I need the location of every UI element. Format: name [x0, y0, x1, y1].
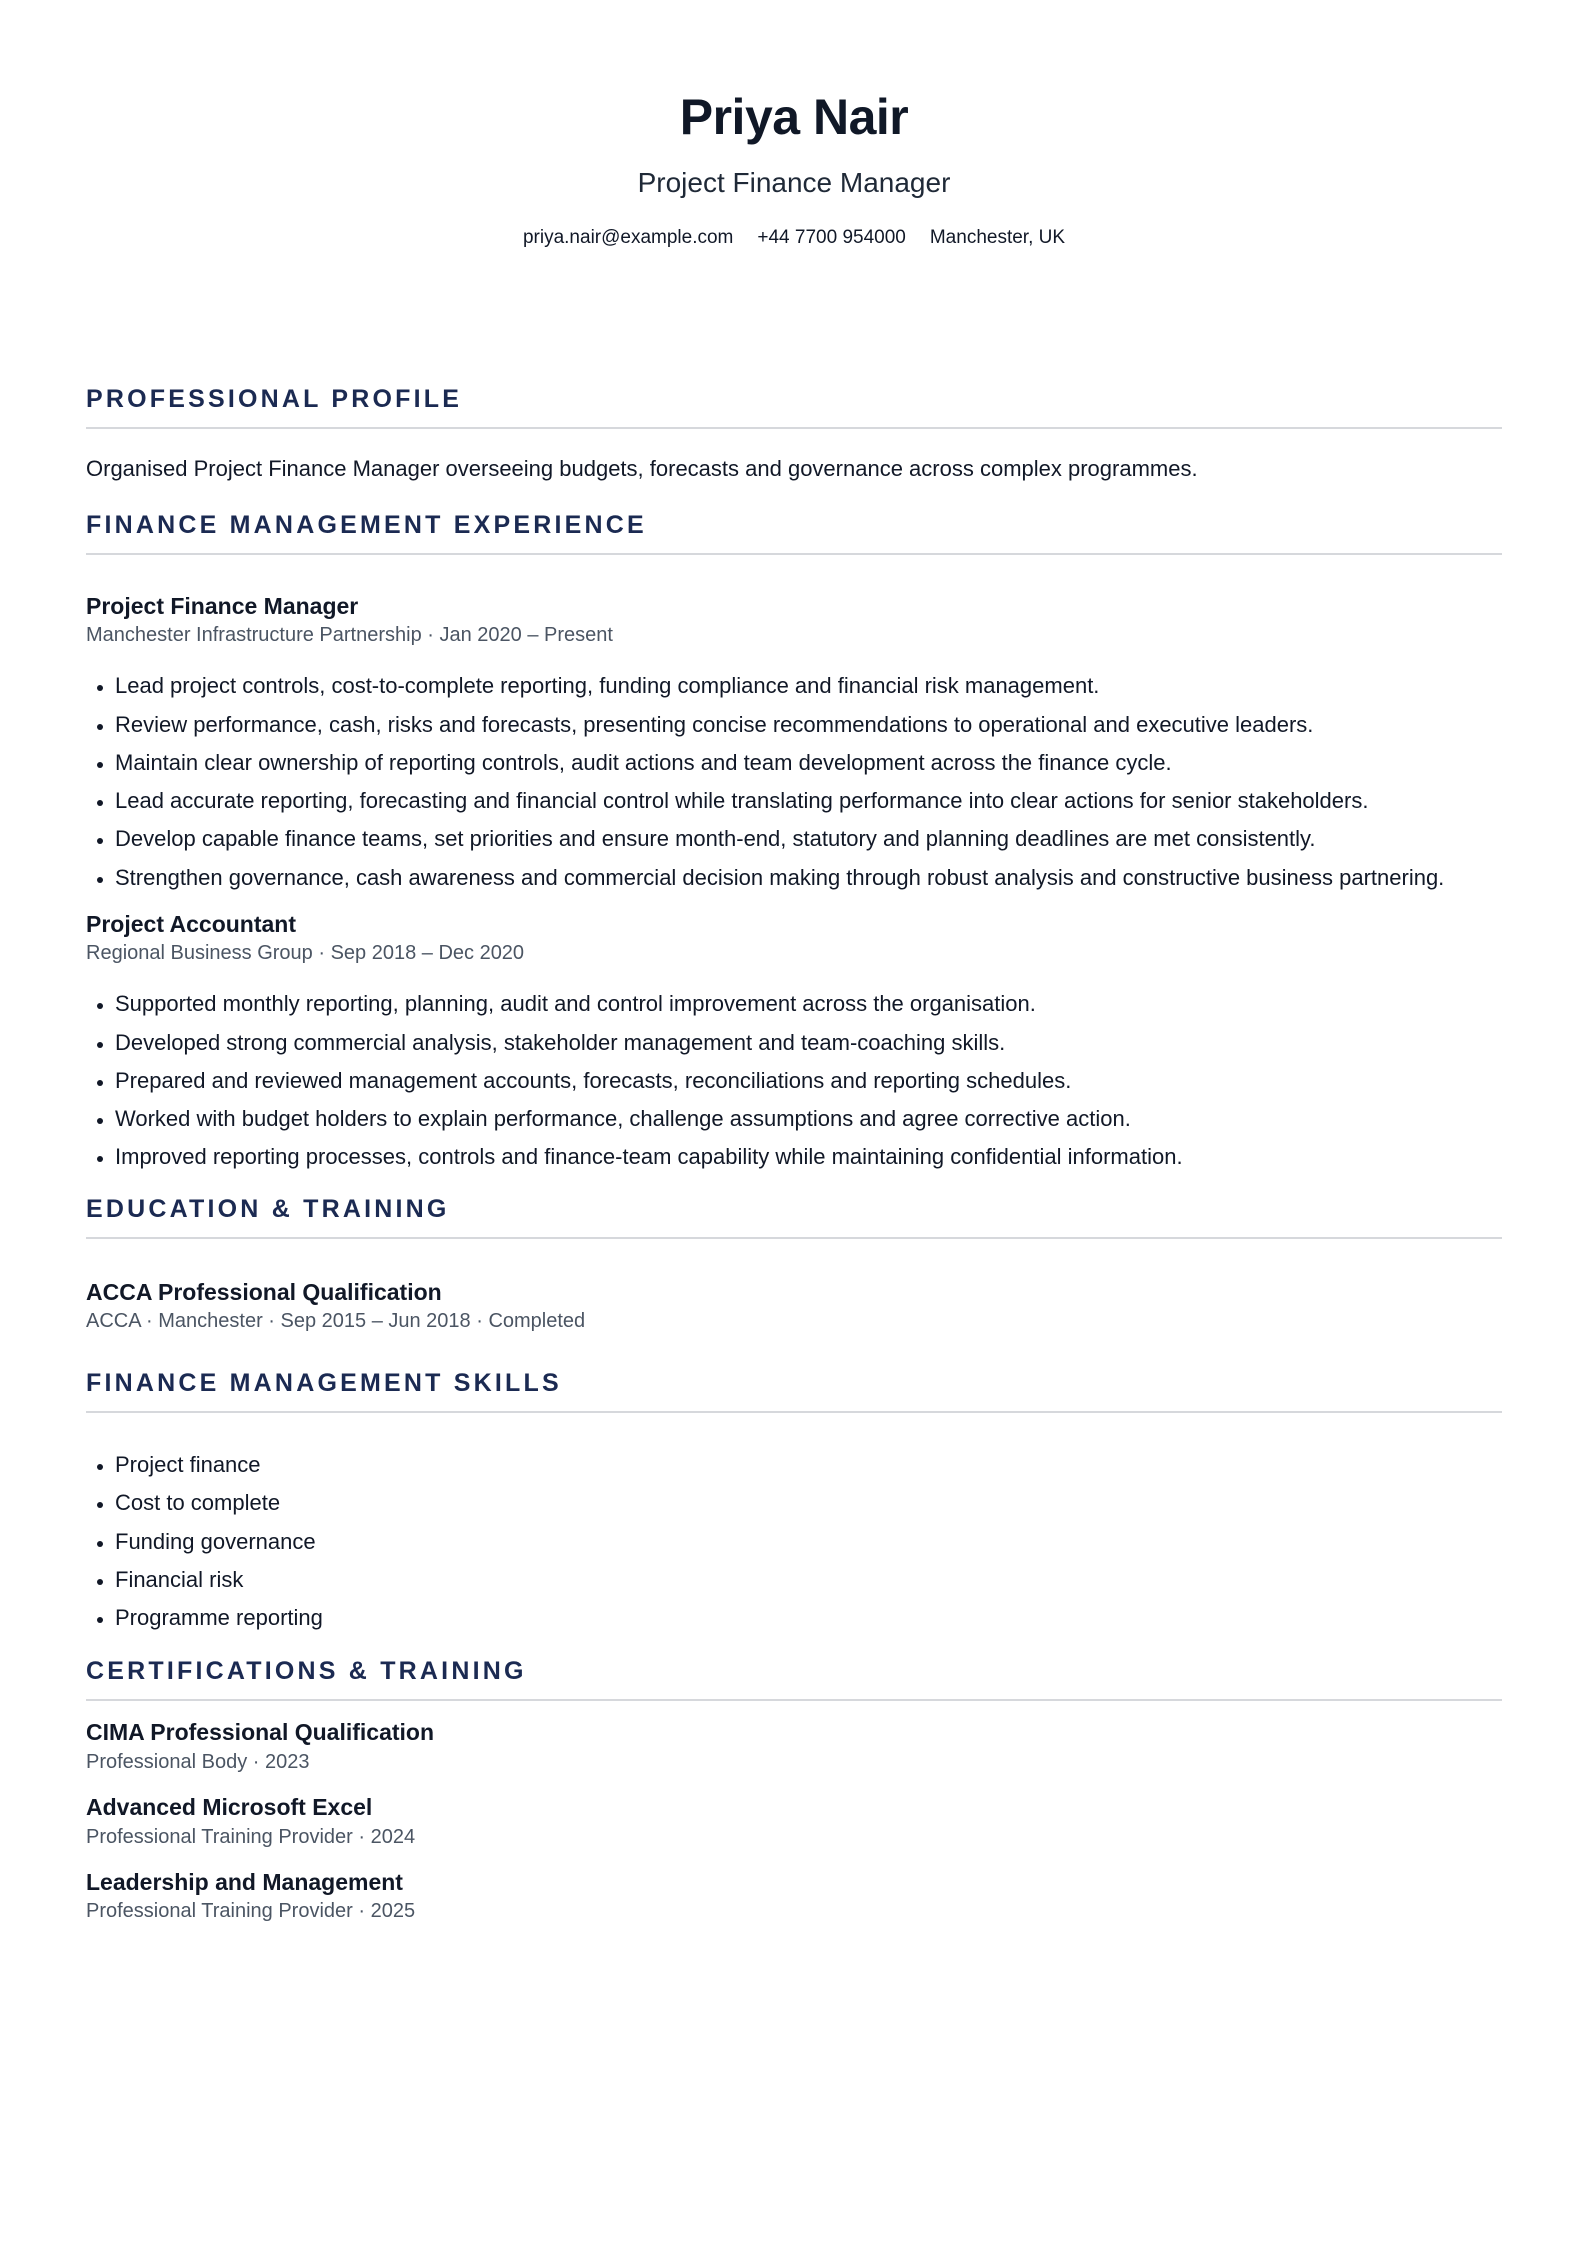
job-bullet: • Lead project controls, cost-to-complete reporting, funding compliance and financial risk management.	[115, 670, 1502, 701]
job-bullet: • Maintain clear ownership of reporting controls, audit actions and team development across the finance cycle.	[115, 747, 1502, 778]
contact-phone: +44 7700 954000	[757, 227, 906, 248]
job-entry	[86, 911, 1502, 1173]
profile-section	[86, 387, 1502, 485]
job-bullet: • Worked with budget holders to explain performance, challenge assumptions and agree corrective action.	[115, 1103, 1502, 1134]
certifications-section	[86, 1659, 1502, 1925]
section-title-education: EDUCATION & TRAINING	[86, 1197, 1502, 1239]
candidate-name: Priya Nair	[679, 89, 909, 145]
skill-item: • Project finance	[115, 1449, 1502, 1480]
job-bullet: • Prepared and reviewed management accounts, forecasts, reconciliations and reporting schedules.	[115, 1065, 1502, 1096]
section-title-profile: PROFESSIONAL PROFILE	[86, 387, 1502, 429]
job-bullet: • Develop capable finance teams, set priorities and ensure month-end, statutory and planning deadlines are met consistently.	[115, 823, 1502, 854]
job-role: Project Finance Manager	[86, 592, 359, 619]
job-bullet: • Lead accurate reporting, forecasting and financial control while translating performance into clear actions for senior stakeholders.	[115, 785, 1502, 816]
job-bullet: • Developed strong commercial analysis, stakeholder management and team-coaching skills.	[115, 1027, 1502, 1058]
certification-entry	[86, 1794, 1502, 1851]
section-title-skills: FINANCE MANAGEMENT SKILLS	[86, 1371, 1502, 1413]
section-title-experience: FINANCE MANAGEMENT EXPERIENCE	[86, 513, 1502, 555]
section-title-certifications: CERTIFICATIONS & TRAINING	[86, 1659, 1502, 1701]
contact-email: priya.nair@example.com	[522, 227, 734, 248]
education-entry	[86, 1279, 1502, 1336]
job-bullets	[86, 988, 1502, 1172]
candidate-headline: Project Finance Manager	[637, 167, 951, 198]
contact-location: Manchester, UK	[929, 227, 1066, 248]
certification-entry	[86, 1719, 1502, 1776]
profile-summary: Organised Project Finance Manager overseeing budgets, forecasts and governance across complex programmes.	[86, 456, 1198, 481]
education-name: ACCA Professional Qualification	[86, 1278, 442, 1305]
certification-meta: Professional Training Provider · 2024	[86, 1825, 416, 1848]
certification-meta: Professional Body · 2023	[86, 1751, 310, 1774]
resume-header	[86, 0, 1502, 247]
skill-item: • Financial risk	[115, 1564, 1502, 1595]
certification-entry	[86, 1869, 1502, 1926]
job-bullet: • Supported monthly reporting, planning, audit and control improvement across the organisation.	[115, 988, 1502, 1019]
education-meta: ACCA · Manchester · Sep 2015 – Jun 2018 · Completed	[86, 1310, 586, 1333]
experience-section	[86, 510, 1502, 1173]
job-bullets	[86, 670, 1502, 892]
skills-list	[86, 1449, 1502, 1633]
job-meta: Regional Business Group · Sep 2018 – Dec 2020	[86, 942, 525, 965]
certification-name: Advanced Microsoft Excel	[86, 1794, 373, 1821]
skills-section	[86, 1371, 1502, 1633]
job-bullet: • Improved reporting processes, controls and finance-team capability while maintaining confidential information.	[115, 1141, 1502, 1172]
job-bullet: • Review performance, cash, risks and forecasts, presenting concise recommendations to operational and executive leaders.	[115, 709, 1502, 740]
skill-item: • Programme reporting	[115, 1602, 1502, 1633]
certification-name: Leadership and Management	[86, 1868, 403, 1895]
job-meta: Manchester Infrastructure Partnership · Jan 2020 – Present	[86, 624, 613, 647]
certification-meta: Professional Training Provider · 2025	[86, 1900, 416, 1923]
job-role: Project Accountant	[86, 910, 297, 937]
contact-line	[86, 228, 1502, 247]
skill-item: • Cost to complete	[115, 1487, 1502, 1518]
skill-item: • Funding governance	[115, 1526, 1502, 1557]
certification-name: CIMA Professional Qualification	[86, 1719, 435, 1746]
job-entry	[86, 593, 1502, 893]
job-bullet: • Strengthen governance, cash awareness and commercial decision making through robust analysis and constructive business partnering.	[115, 862, 1502, 893]
education-section	[86, 1194, 1502, 1336]
